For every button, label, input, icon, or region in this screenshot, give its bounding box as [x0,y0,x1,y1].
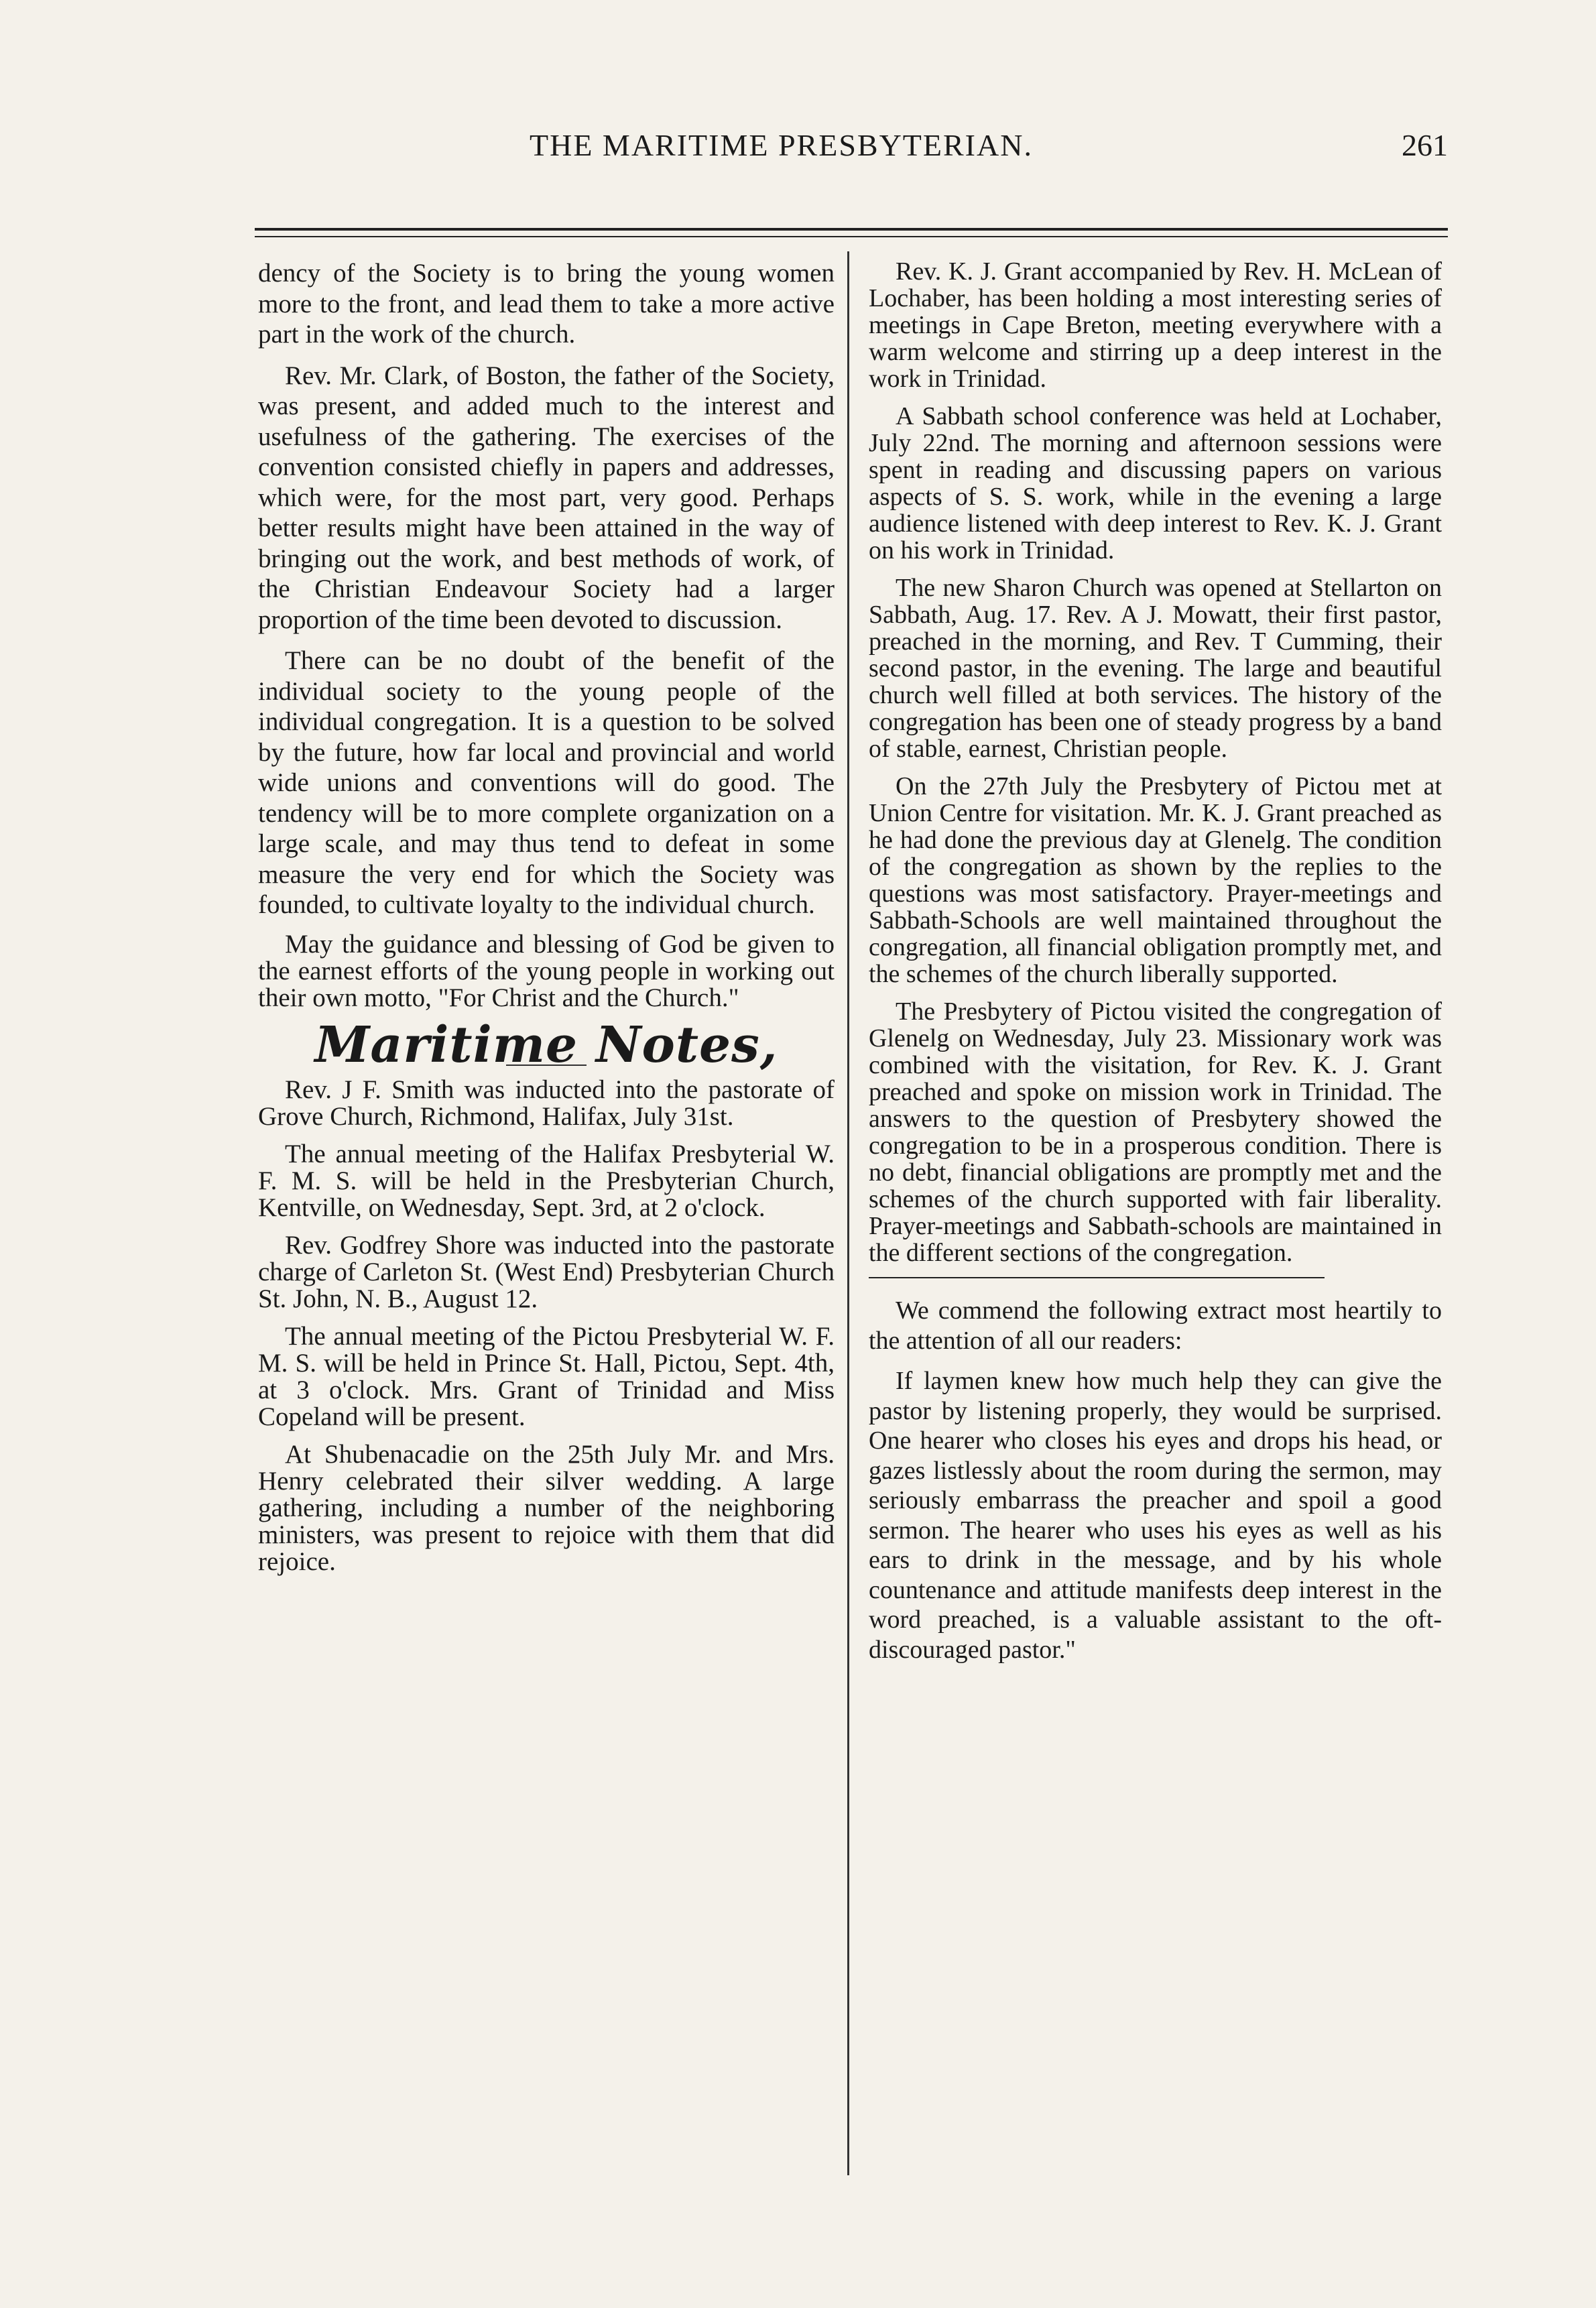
left-column [258,258,835,1586]
news-note: A Sabbath school conference was held at Lochaber, July 22nd. The morning and afternoon sessions were spent in reading and discussing papers on various aspects of S. S. work, while in the evening a large audience listened with deep interest to Rev. K. J. Grant on his work in Trinidad. [869,402,1442,564]
news-note: Rev. J F. Smith was inducted into the pastorate of Grove Church, Richmond, Halifax, July 31st. [258,1075,835,1131]
news-note: At Shubenacadie on the 25th July Mr. and Mrs. Henry celebrated their silver wedding. A large gathering, including a number of the neighboring ministers, was present to rejoice with them that did rejoice. [258,1440,835,1576]
page-number: 261 [1402,128,1448,162]
article-paragraph: dency of the Society is to bring the young women more to the front, and lead them to take a more active part in the work of the church. [258,259,835,349]
news-note: Rev. Godfrey Shore was inducted into the pastorate charge of Carleton St. (West End) Presbyterian Church St. John, N. B., August 12. [258,1231,835,1313]
section-heading-block [258,1016,835,1074]
article-paragraph: Rev. Mr. Clark, of Boston, the father of the Society, was present, and added much to the interest and usefulness of the gathering. The exercises of the convention consisted chiefly in papers and addresses, which were, for the most part, very good. Perhaps better results might have been attained in the way of bringing out the work, and best methods of work, of the Christian Endeavour Society had a larger proportion of the time been devoted to discussion. [258,361,835,634]
news-note: The annual meeting of the Pictou Presbyterial W. F. M. S. will be held in Prince St. Hall, Pictou, Sept. 4th, at 3 o'clock. Mrs. Grant of Trinidad and Miss Copeland will be present. [258,1322,835,1431]
column-divider [847,251,849,2175]
news-note: The annual meeting of the Halifax Presbyterial W. F. M. S. will be held in the Presbyterian Church, Kentville, on Wednesday, Sept. 3rd, at 2 o'clock. [258,1140,835,1222]
running-title: THE MARITIME PRESBYTERIAN. [530,128,1033,162]
extract-quote: If laymen knew how much help they can give the pastor by listening properly, they would be surprised. One hearer who closes his eyes and drops his head, or gazes listlessly about the room during the sermon, may seriously embarrass the preacher and spoil a good sermon. The hearer who uses his eyes as well as his ears to drink in the message, and by his whole countenance and attitude manifests deep interest in the word preached, is a valuable assistant to the oft-discouraged pastor." [869,1367,1442,1664]
article-paragraph: There can be no doubt of the benefit of the individual society to the young people of the individual congregation. It is a question to be solved by the future, how far local and provincial and world wide unions and conventions will do good. The tendency will be to more complete organization on a large scale, and may thus tend to defeat in some measure the very end for which the Society was founded, to cultivate loyalty to the individual church. [258,646,835,919]
section-heading: Maritime Notes, [314,1016,778,1074]
news-note: The new Sharon Church was opened at Stellarton on Sabbath, Aug. 17. Rev. A J. Mowatt, their first pastor, preached in the morning, and Rev. T Cumming, their second pastor, in the evening. The large and beautiful church well filled at both services. The history of the congregation has been one of steady progress by a band of stable, earnest, Christian people. [869,574,1442,763]
header-rule [255,228,1448,231]
extract-intro: We commend the following extract most heartily to the attention of all our readers: [869,1296,1442,1355]
header-rule-thin [255,236,1448,237]
news-note: The Presbytery of Pictou visited the congregation of Glenelg on Wednesday, July 23. Missionary work was combined with the visitation, for Rev. K. J. Grant preached and spoke on mission work in Trinidad. The answers to the question of Presbytery showed the congregation to be in a prosperous condition. There is no debt, financial obligations are promptly met and the schemes of the church supported with fair liberality. Prayer-meetings and Sabbath-schools are maintained in the different sections of the congregation. [869,997,1442,1267]
page-header [255,127,1448,181]
article-paragraph: May the guidance and blessing of God be given to the earnest efforts of the young people in working out their own motto, "For Christ and the Church." [258,929,835,1012]
right-column [869,258,1442,1673]
separator-rule [869,1277,1325,1278]
news-note: Rev. K. J. Grant accompanied by Rev. H. McLean of Lochaber, has been holding a most interesting series of meetings in Cape Breton, meeting everywhere with a warm welcome and stirring up a deep interest in the work in Trinidad. [869,257,1442,393]
news-note: On the 27th July the Presbytery of Pictou met at Union Centre for visitation. Mr. K. J. Grant preached as he had done the previous day at Glenelg. The condition of the congregation as shown by the replies to the questions was most satisfactory. Prayer-meetings and Sabbath-Schools are well maintained throughout the congregation, all financial obligation promptly met, and the schemes of the church liberally supported. [869,772,1442,988]
